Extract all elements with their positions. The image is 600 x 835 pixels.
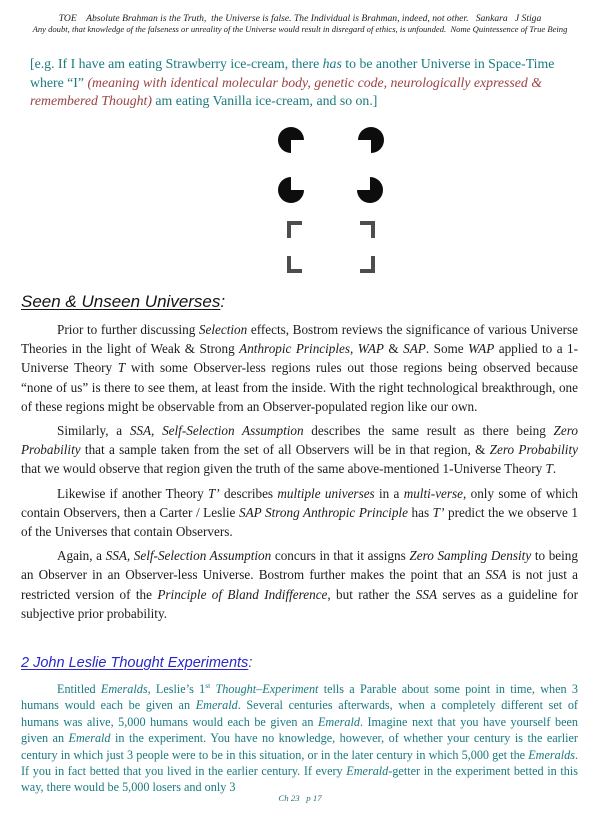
- text-segment: serves as a guideline for subjective prior probability.: [21, 586, 578, 621]
- text-segment: Emeralds: [100, 682, 148, 696]
- text-segment: that we would observe that region given the truth of the same above-mentioned 1-Universe Theory: [21, 461, 546, 477]
- kanizsa-pacman-bottom-right-icon: [357, 177, 383, 203]
- emeralds-parable-paragraph: [21, 681, 578, 796]
- text-segment: Zero Probability: [21, 423, 578, 458]
- corner-bracket-top-left-icon: [287, 221, 302, 238]
- text-segment: Anthropic Principles: [239, 341, 351, 357]
- section-heading-seen-unseen-universes: [21, 292, 225, 312]
- pacman-notch: [356, 176, 370, 190]
- text-segment: Entitled: [57, 682, 101, 696]
- text-segment: WAP: [468, 341, 495, 357]
- paragraph-wap-sap: [21, 320, 578, 416]
- kanizsa-pacman-top-left-icon: [278, 127, 304, 153]
- text-segment: SSA: [485, 567, 507, 583]
- pacman-notch: [291, 140, 305, 154]
- text-segment: SAP: [403, 341, 426, 357]
- text-segment: [e.g. If I have am eating Strawberry ice-cream, there: [30, 56, 323, 71]
- text-segment: .: [552, 461, 557, 477]
- text-segment: Emerald: [68, 731, 111, 746]
- text-segment: effects, Bostrom reviews the significance of various Universe Theories in the light of Weak & Strong: [21, 322, 578, 357]
- heading-text: 2 John Leslie Thought Experiments: [21, 655, 249, 671]
- example-note-paragraph: [30, 55, 578, 111]
- text-segment: has: [407, 504, 433, 520]
- text-segment: Selection: [198, 322, 248, 337]
- heading-text: Seen & Unseen Universes: [21, 292, 221, 311]
- pacman-notch: [291, 176, 305, 190]
- text-segment: Emerald: [317, 714, 360, 729]
- text-segment: , Leslie’s 1: [147, 682, 206, 696]
- heading-colon: :: [220, 292, 226, 311]
- text-segment: . Several centuries afterwards, when a completely different set of humans was alive, 5,000 humans would each be given an: [21, 698, 578, 729]
- text-segment: SSA, Self-Selection Assumption: [129, 423, 304, 439]
- body-text-block: [21, 320, 578, 628]
- text-segment: am eating Vanilla ice-cream, and so on.]: [151, 93, 378, 109]
- text-segment: SSA, Self-Selection Assumption: [105, 548, 272, 564]
- text-segment: concurs in that it assigns: [271, 548, 410, 564]
- text-segment: tells a Parable about some point in time, when 3 humans would each be given an: [21, 682, 578, 713]
- text-segment: T’: [207, 485, 220, 501]
- text-segment: has: [322, 56, 342, 71]
- text-segment: describes: [219, 485, 278, 501]
- text-segment: Thought–Experiment: [215, 682, 319, 696]
- text-segment: T: [545, 461, 553, 477]
- text-segment: (meaning with identical molecular body, genetic code, neurologically expressed & remembered Thought): [30, 74, 542, 109]
- paragraph-ssa-bland-indifference: [21, 546, 578, 623]
- text-segment: T’: [432, 504, 445, 520]
- pacman-notch: [357, 140, 371, 154]
- text-segment: Zero Sampling Density: [409, 548, 532, 564]
- page-header: [0, 13, 600, 34]
- text-segment: Similarly, a: [57, 423, 130, 439]
- text-segment: Prior to further discussing: [57, 322, 199, 337]
- text-segment: to be another Universe in Space-Time where “I”: [30, 56, 555, 90]
- text-segment: describes the same result as there being: [303, 423, 554, 439]
- text-segment: st: [205, 680, 211, 690]
- section-heading-leslie-thought-experiments: [21, 655, 252, 671]
- text-segment: multi-verse: [403, 485, 464, 501]
- text-segment: applied to a 1-Universe Theory: [21, 341, 578, 376]
- text-segment: to being an Observer in an Observer-less Universe. Bostrom further makes the point that an: [21, 548, 578, 583]
- text-segment: , but rather the: [327, 586, 416, 602]
- text-segment: . Imagine next that you have yourself been given an: [21, 714, 579, 746]
- text-segment: -getter in the experiment betted in this way, there would be 5,000 losers and only 3: [21, 764, 578, 795]
- text-segment: in a: [374, 485, 404, 501]
- text-segment: predict the we observe 1 of the Universes that contain Observers.: [21, 504, 578, 540]
- text-segment: . If you in fact betted that you lived in the earlier century. If every: [21, 747, 578, 779]
- text-segment: . Some: [425, 341, 469, 357]
- corner-bracket-bottom-right-icon: [360, 256, 375, 273]
- header-epigraph-line2: Any doubt, that knowledge of the falseness or unreality of the Universe would result in disregard of ethics, is unfounded. Nome Quintessence of True Being: [32, 24, 568, 34]
- paragraph-ssa-zero-probability: [21, 421, 578, 479]
- text-segment: Likewise if another Theory: [57, 485, 208, 501]
- text-segment: Again, a: [57, 548, 106, 564]
- text-segment: multiple universes: [277, 485, 375, 501]
- corner-bracket-bottom-left-icon: [287, 256, 302, 273]
- header-epigraph-line1: TOE Absolute Brahman is the Truth, the Universe is false. The Individual is Brahman, indeed, not other. Sankara J Stiga: [58, 13, 542, 24]
- text-segment: SAP Strong Anthropic Principle: [238, 504, 408, 520]
- text-segment: WAP: [357, 341, 384, 357]
- text-segment: in the experiment. You have no knowledge, however, of whether your century is the earlier century in which just 3 people were to be in this situation, or in the later century in which 5,000 get the: [21, 731, 578, 762]
- text-segment: Emeralds: [528, 747, 575, 762]
- text-segment: with some Observer-less regions rules out those regions being observed because “none of us” is there to see them, at least from the inside. With the right technological breakthrough, one of these regions might be observable from an Observer-populated region like our own.: [21, 360, 578, 414]
- text-segment: SSA: [415, 586, 438, 602]
- paragraph-multiverse-sap: [21, 484, 578, 542]
- heading-colon: :: [248, 655, 253, 671]
- text-segment: Emerald: [346, 764, 389, 779]
- text-segment: , only some of which contain Observers, then a Carter / Leslie: [21, 485, 578, 520]
- text-segment: is not just a restricted version of the: [21, 567, 578, 602]
- text-segment: &: [383, 341, 404, 357]
- kanizsa-pacman-top-right-icon: [358, 127, 384, 153]
- text-segment: Emerald: [195, 698, 238, 713]
- corner-bracket-top-right-icon: [360, 221, 375, 238]
- kanizsa-pacman-bottom-left-icon: [278, 177, 304, 203]
- page-footer: Ch 23 p 17: [278, 793, 322, 803]
- text-segment: Zero Probability: [489, 442, 578, 458]
- text-segment: T: [117, 360, 126, 376]
- text-segment: that a sample taken from the set of all Observers will be in that region, &: [80, 442, 490, 458]
- text-segment: Principle of Bland Indifference: [157, 586, 328, 602]
- kanizsa-illusion-figure: [0, 125, 600, 287]
- text-segment: ,: [350, 341, 358, 357]
